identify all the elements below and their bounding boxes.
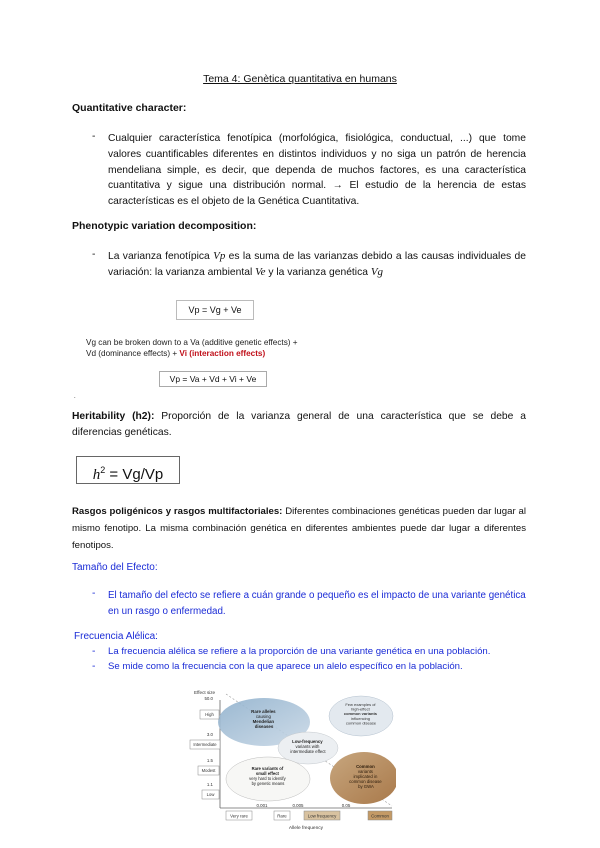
- allele-frequency-item: Se mide como la frecuencia con la que aparece un alelo específico en la población.: [108, 661, 463, 672]
- svg-text:Common variants implic: Common variants implicated in common disease by GWA: [349, 764, 382, 789]
- y-tick-label: 1.1: [206, 782, 213, 787]
- allele-frequency-item: La frecuencia alélica se refiere a la proporción de una variante genética en una población.: [108, 646, 491, 657]
- y-cat-label: Low: [206, 792, 215, 797]
- ve-symbol: Ve: [255, 265, 266, 278]
- bullet-dash: -: [92, 646, 96, 657]
- polygenic-label: Rasgos poligénicos y rasgos multifactoriales:: [72, 506, 283, 517]
- x-axis-title: Allele frequency: [288, 826, 324, 831]
- effect-size-text: El tamaño del efecto se refiere a cuán grande o pequeño es el impacto de una variante genética en un rasgo o enfermedad.: [108, 590, 526, 617]
- breakdown-note: Vg can be broken down to a Va (additive genetic effects) + Vd (dominance effects) + Vi (interaction effects): [86, 338, 298, 358]
- effect-size-allele-frequency-figure: [186, 686, 396, 836]
- x-cat-label: Common: [371, 813, 389, 819]
- heritability-paragraph: Heritability (h2): Proporción de la varianza general de una característica que se debe a diferencias genéticas.: [72, 411, 526, 438]
- x-tick-label: 0.05: [341, 803, 351, 808]
- formula-vp-vg-ve: Vp = Vg + Ve: [176, 300, 254, 320]
- bullet-dash: -: [92, 588, 96, 599]
- x-tick-label: 0.005: [292, 803, 304, 808]
- formula-full-decomposition: Vp = Va + Vd + Vi + Ve: [159, 371, 267, 387]
- quantitative-text: Cualquier característica fenotípica (morfológica, fisiológica, conductual, ...) que tome valores cuantificables diferentes en distintos individuos y no siga un patrón de herencia mendeliana simple, es decir, que dependa de muchos factores, es una característica cuantitativa y sigue una distribución normal. → El estudio de la herencia de estas características es el objeto de la Genética Cuantitativa.: [108, 133, 526, 208]
- heritability-formula: $h^2 = Vg/Vp$: [76, 456, 180, 484]
- x-cat-label: Low frequency: [307, 813, 337, 819]
- page-title: Tema 4: Genètica quantitativa en humans: [203, 73, 397, 85]
- phenotypic-text: La varianza fenotípica Vp es la suma de las varianzas debido a las causas individuales de variación: la varianza ambiental Ve y la varianza genética Vg: [108, 250, 527, 278]
- x-tick-label: 0.001: [256, 803, 268, 808]
- bullet-dash: -: [92, 131, 96, 142]
- effect-size-heading: Tamaño del Efecto:: [72, 562, 158, 573]
- vp-symbol: Vp: [213, 250, 226, 262]
- svg-text:Low-frequency variants wit: Low-frequency variants with intermediate effect: [290, 739, 326, 754]
- heritability-label: Heritability (h2):: [72, 411, 155, 422]
- svg-text:Rare variants of small eff: Rare variants of small effect very hard to identify by genetic means: [249, 766, 286, 786]
- phenotypic-heading: Phenotypic variation decomposition:: [72, 220, 257, 232]
- quantitative-heading: Quantitative character:: [72, 102, 187, 114]
- allele-frequency-heading: Frecuencia Alélica:: [74, 631, 158, 642]
- y-tick-label: 1.5: [206, 758, 213, 763]
- x-cat-label: Very rare: [230, 813, 248, 819]
- y-axis-title: Effect size: [194, 690, 216, 695]
- bullet-dash: -: [92, 249, 96, 260]
- svg-text:Rare alleles causing M: Rare alleles causing Mendelian diseases: [251, 709, 276, 729]
- y-tick-label: 3.0: [206, 732, 213, 737]
- polygenic-paragraph: Rasgos poligénicos y rasgos multifactoriales: Diferentes combinaciones genéticas pueden dar lugar al mismo fenotipo. La misma combinación genética en diferentes ambientes puede dar lugar a diferentes fenotipos.: [72, 506, 526, 551]
- stray-dot: .: [74, 394, 76, 400]
- x-cat-label: Rare: [277, 813, 287, 819]
- y-cat-label: High: [205, 712, 214, 717]
- y-cat-label: Intermediate: [193, 742, 217, 747]
- vg-symbol: Vg: [370, 265, 384, 278]
- bullet-dash: -: [92, 661, 96, 672]
- y-tick-label: 50.0: [204, 696, 213, 701]
- y-cat-label: Modest: [201, 768, 216, 773]
- svg-text:Few examples of high-effec: Few examples of high-effect common variants influencing common disease: [343, 702, 377, 726]
